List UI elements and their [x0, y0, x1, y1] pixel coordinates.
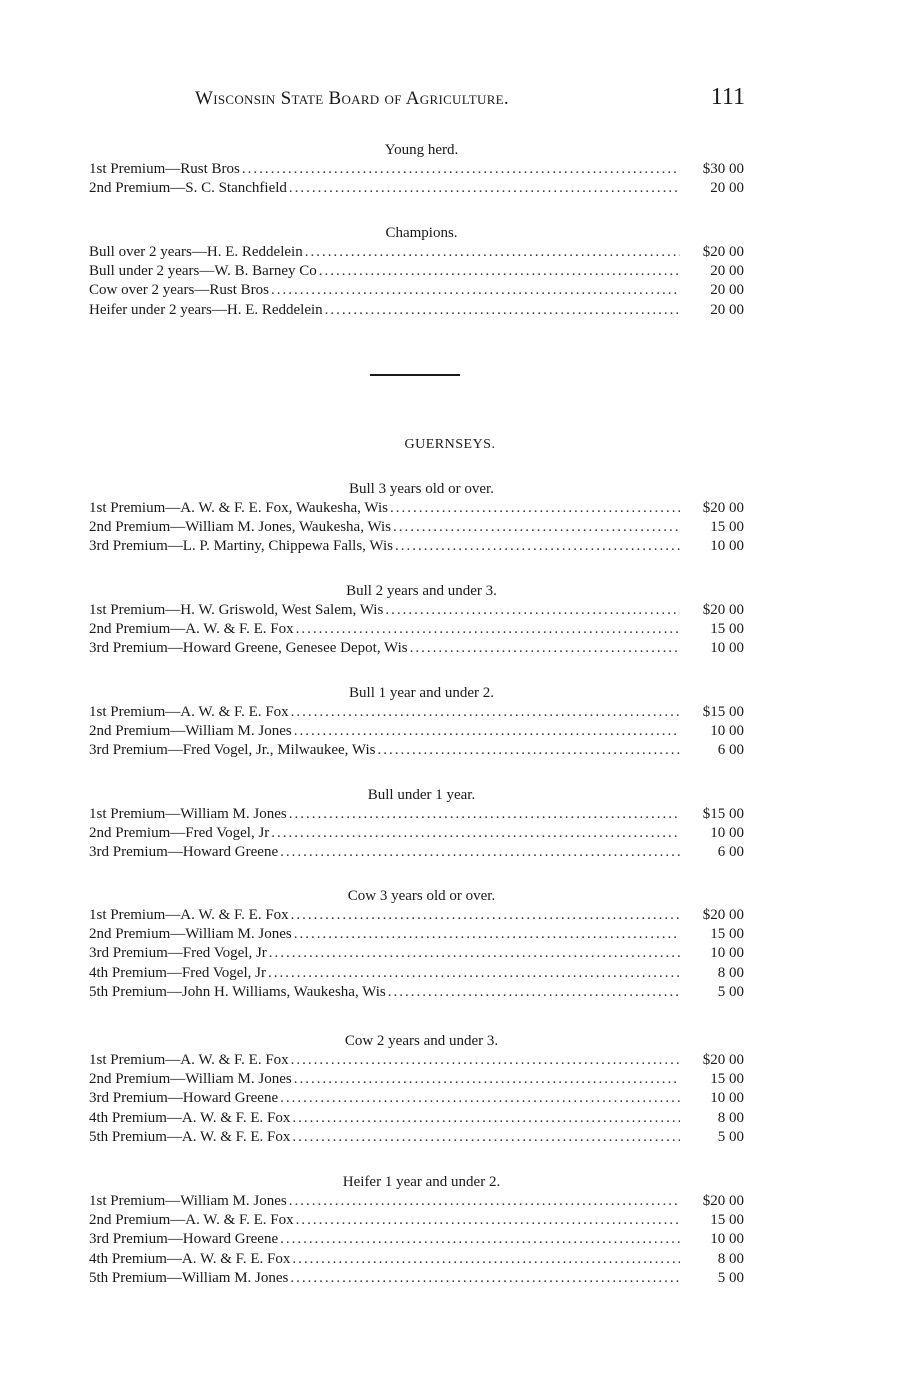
entry-label: 5th Premium—A. W. & F. E. Fox: [89, 1128, 291, 1145]
entry-label: 5th Premium—John H. Williams, Waukesha, Wis: [89, 983, 386, 1000]
section-cow-3-years: [89, 887, 744, 1002]
table-row: [89, 944, 744, 963]
dot-leader: [292, 1250, 680, 1269]
guernseys-heading: GUERNSEYS.: [404, 437, 496, 452]
dot-leader: [292, 1109, 680, 1128]
table-row: [89, 499, 744, 518]
entry-label: 2nd Premium—S. C. Stanchfield: [89, 180, 287, 197]
entry-label: 1st Premium—Rust Bros: [89, 161, 240, 177]
table-row: [89, 983, 744, 1002]
section-title: Cow 3 years old or over.: [347, 888, 496, 904]
entry-label: 2nd Premium—A. W. & F. E. Fox: [89, 1212, 294, 1229]
table-row: [89, 805, 744, 824]
entry-amount: 5 00: [717, 983, 744, 1000]
section-bull-under-1-year: [89, 786, 744, 863]
section-cow-2-years: [89, 1032, 744, 1147]
section-bull-3-years: [89, 480, 744, 557]
entry-label: Bull under 2 years—W. B. Barney Co: [89, 263, 317, 280]
table-row: [89, 620, 744, 639]
entry-amount: 10 00: [710, 538, 744, 555]
entry-amount: 5 00: [717, 1269, 744, 1286]
dot-leader: [280, 843, 680, 862]
dot-leader: [393, 518, 680, 537]
table-row: [89, 741, 744, 760]
entry-label: 1st Premium—A. W. & F. E. Fox, Waukesha, Wis: [89, 500, 388, 516]
entry-label: 2nd Premium—William M. Jones: [89, 1071, 292, 1088]
table-row: [89, 925, 744, 944]
table-row: [89, 1211, 744, 1230]
entry-amount: 15 00: [710, 1071, 744, 1088]
entry-amount: 15 00: [710, 519, 744, 536]
entry-amount: 20 00: [710, 180, 744, 197]
dot-leader: [319, 262, 680, 281]
dot-leader: [242, 160, 680, 179]
entry-amount: 8 00: [717, 964, 744, 981]
entry-amount: 15 00: [710, 926, 744, 943]
section-young-herd: [89, 141, 744, 198]
entry-amount: $20 00: [702, 907, 744, 923]
dot-leader: [294, 722, 680, 741]
dot-leader: [388, 983, 680, 1002]
entry-label: 3rd Premium—Howard Greene: [89, 844, 279, 861]
dot-leader: [294, 925, 680, 944]
section-title: Young herd.: [384, 142, 459, 158]
entry-label: 3rd Premium—L. P. Martiny, Chippewa Falls, Wis: [89, 538, 393, 555]
section-title: Cow 2 years and under 3.: [344, 1033, 499, 1049]
entry-amount: 15 00: [710, 1212, 744, 1229]
entry-amount: 10 00: [710, 825, 744, 842]
page-header: [195, 84, 745, 118]
table-row: [89, 722, 744, 741]
table-row: [89, 1269, 744, 1288]
dot-leader: [289, 1192, 680, 1211]
table-row: [89, 601, 744, 620]
entry-label: 4th Premium—A. W. & F. E. Fox: [89, 1109, 291, 1126]
table-row: [89, 824, 744, 843]
dot-leader: [390, 499, 680, 518]
entry-amount: 6 00: [717, 844, 744, 861]
section-title: Bull 1 year and under 2.: [349, 685, 494, 701]
entry-label: 3rd Premium—Howard Greene: [89, 1231, 279, 1248]
running-title: Wisconsin State Board of Agriculture.: [195, 88, 509, 109]
dot-leader: [296, 1211, 680, 1230]
entry-amount: $20 00: [702, 500, 744, 516]
entry-label: 2nd Premium—A. W. & F. E. Fox: [89, 621, 294, 638]
entry-label: 2nd Premium—Fred Vogel, Jr: [89, 825, 270, 842]
dot-leader: [280, 1230, 680, 1249]
entry-label: 1st Premium—William M. Jones: [89, 806, 287, 822]
section-title: Heifer 1 year and under 2.: [342, 1174, 501, 1190]
entry-amount: $20 00: [702, 1052, 744, 1068]
entry-label: 2nd Premium—William M. Jones, Waukesha, Wis: [89, 519, 392, 536]
dot-leader: [410, 639, 680, 658]
entry-amount: $15 00: [702, 704, 744, 720]
entry-label: 1st Premium—William M. Jones: [89, 1193, 287, 1209]
dot-leader: [292, 1128, 680, 1147]
entry-label: 5th Premium—William M. Jones: [89, 1269, 289, 1286]
dot-leader: [289, 805, 680, 824]
entry-amount: 10 00: [710, 723, 744, 740]
table-row: [89, 843, 744, 862]
entry-amount: 10 00: [710, 1231, 744, 1248]
table-row: [89, 703, 744, 722]
entry-label: 3rd Premium—Fred Vogel, Jr., Milwaukee, Wis: [89, 742, 376, 759]
dot-leader: [291, 906, 680, 925]
dot-leader: [395, 537, 680, 556]
table-row: [89, 243, 744, 262]
entry-label: 1st Premium—A. W. & F. E. Fox: [89, 907, 289, 923]
dot-leader: [291, 1051, 680, 1070]
entry-amount: 8 00: [717, 1109, 744, 1126]
table-row: [89, 179, 744, 198]
entry-label: 1st Premium—A. W. & F. E. Fox: [89, 1052, 289, 1068]
table-row: [89, 262, 744, 281]
table-row: [89, 1230, 744, 1249]
entry-amount: $20 00: [702, 1193, 744, 1209]
table-row: [89, 537, 744, 556]
entry-label: 2nd Premium—William M. Jones: [89, 926, 292, 943]
table-row: [89, 1128, 744, 1147]
entry-amount: 15 00: [710, 621, 744, 638]
entry-label: 1st Premium—A. W. & F. E. Fox: [89, 704, 289, 720]
section-title: Champions.: [385, 225, 458, 241]
table-row: [89, 301, 744, 320]
dot-leader: [268, 964, 680, 983]
table-row: [89, 281, 744, 300]
table-row: [89, 1051, 744, 1070]
table-row: [89, 1070, 744, 1089]
section-divider: [370, 374, 460, 376]
dot-leader: [385, 601, 680, 620]
entry-amount: $30 00: [702, 161, 744, 177]
entry-amount: $20 00: [702, 244, 744, 260]
entry-amount: 8 00: [717, 1250, 744, 1267]
dot-leader: [290, 1269, 680, 1288]
table-row: [89, 1109, 744, 1128]
table-row: [89, 1089, 744, 1108]
table-row: [89, 1250, 744, 1269]
dot-leader: [269, 944, 680, 963]
dot-leader: [294, 1070, 680, 1089]
table-row: [89, 639, 744, 658]
entry-amount: $20 00: [702, 602, 744, 618]
dot-leader: [280, 1089, 680, 1108]
section-heifer-1-year: [89, 1173, 744, 1288]
entry-amount: 10 00: [710, 945, 744, 962]
section-bull-1-year: [89, 684, 744, 761]
section-title: Bull under 1 year.: [367, 787, 476, 803]
entry-label: Cow over 2 years—Rust Bros: [89, 282, 269, 299]
entry-label: 4th Premium—A. W. & F. E. Fox: [89, 1250, 291, 1267]
entry-label: Heifer under 2 years—H. E. Reddelein: [89, 301, 323, 318]
dot-leader: [296, 620, 680, 639]
section-title: Bull 2 years and under 3.: [346, 583, 497, 599]
table-row: [89, 964, 744, 983]
section-bull-2-years: [89, 582, 744, 659]
entry-label: 3rd Premium—Howard Greene: [89, 1090, 279, 1107]
entry-label: 3rd Premium—Howard Greene, Genesee Depot, Wis: [89, 640, 408, 657]
entry-amount: 5 00: [717, 1128, 744, 1145]
table-row: [89, 518, 744, 537]
dot-leader: [377, 741, 680, 760]
entry-label: Bull over 2 years—H. E. Reddelein: [89, 244, 303, 260]
dot-leader: [289, 179, 680, 198]
dot-leader: [305, 243, 680, 262]
dot-leader: [271, 824, 680, 843]
entry-amount: 20 00: [710, 282, 744, 299]
table-row: [89, 160, 744, 179]
dot-leader: [291, 703, 680, 722]
table-row: [89, 906, 744, 925]
section-title: Bull 3 years old or over.: [349, 481, 494, 497]
entry-amount: 10 00: [710, 1090, 744, 1107]
table-row: [89, 1192, 744, 1211]
entry-amount: 20 00: [710, 301, 744, 318]
entry-label: 2nd Premium—William M. Jones: [89, 723, 292, 740]
entry-amount: 6 00: [717, 742, 744, 759]
entry-amount: $15 00: [702, 806, 744, 822]
dot-leader: [271, 281, 680, 300]
entry-amount: 20 00: [710, 263, 744, 280]
section-champions: [89, 224, 744, 320]
page-number: 111: [710, 84, 745, 110]
dot-leader: [325, 301, 680, 320]
entry-label: 3rd Premium—Fred Vogel, Jr: [89, 945, 267, 962]
entry-label: 4th Premium—Fred Vogel, Jr: [89, 964, 266, 981]
entry-label: 1st Premium—H. W. Griswold, West Salem, Wis: [89, 602, 384, 618]
entry-amount: 10 00: [710, 640, 744, 657]
